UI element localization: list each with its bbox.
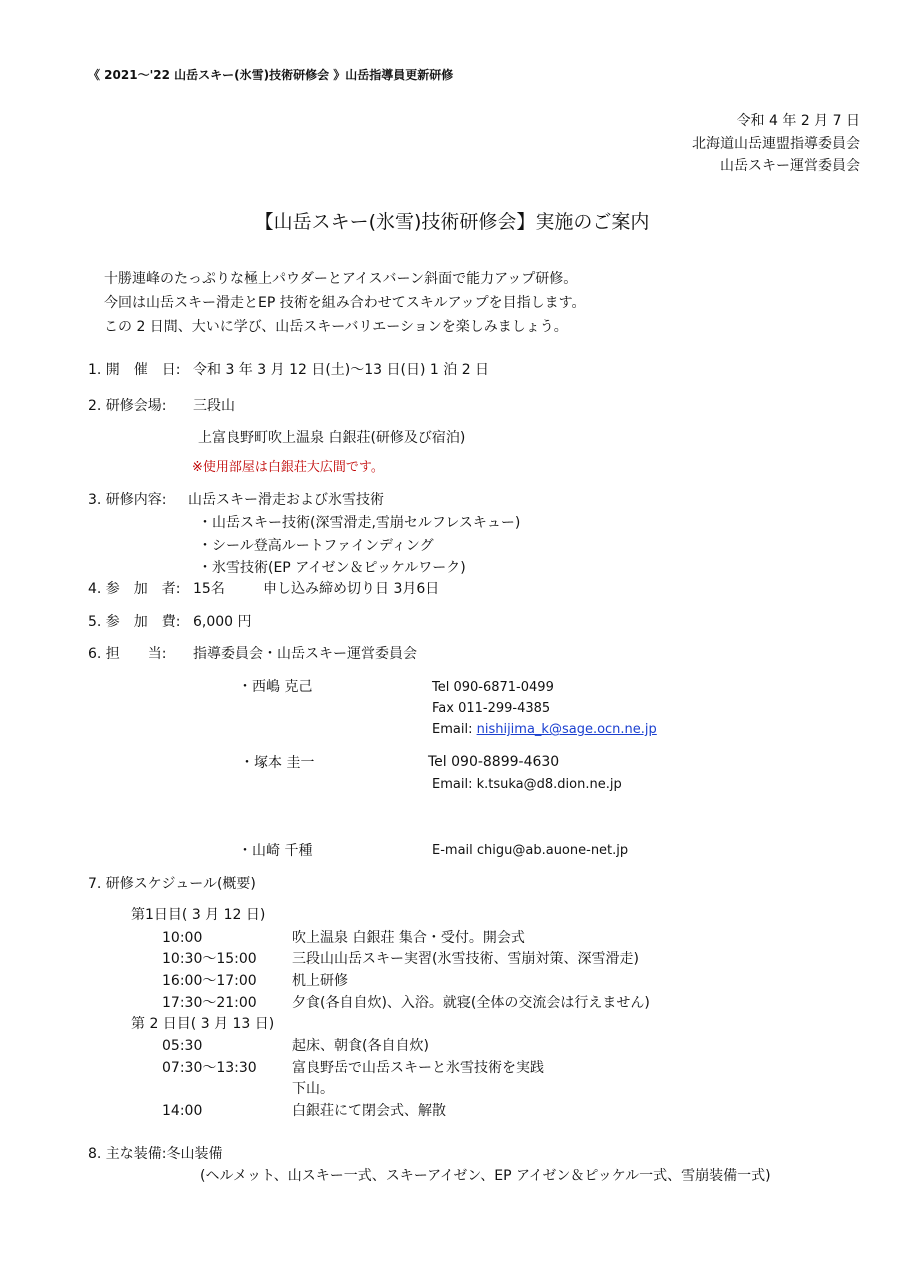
intro-line-1: 十勝連峰のたっぷりな極上パウダーとアイスバーン斜面で能力アップ研修。	[104, 271, 578, 287]
intro-line-3: この 2 日間、大いに学び、山岳スキーバリエーションを楽しみましょう。	[104, 319, 568, 335]
content-sub-2: ・シール登高ルートファインディング	[198, 538, 434, 554]
schedule-time: 17:30～21:00	[162, 995, 257, 1011]
contact-name-yamazaki: ・山崎 千種	[238, 843, 313, 859]
schedule-activity: 白銀荘にて閉会式、解散	[292, 1103, 446, 1119]
schedule-activity: 下山。	[292, 1081, 334, 1097]
schedule-label: 7. 研修スケジュール(概要)	[88, 876, 256, 892]
venue-note: ※使用部屋は白銀荘大広間です。	[192, 460, 384, 475]
content-label: 3. 研修内容:	[88, 492, 167, 508]
document-header: 《 2021～'22 山岳スキー(氷雪)技術研修会 》山岳指導員更新研修	[88, 68, 454, 82]
contact-value: 指導委員会・山岳スキー運営委員会	[193, 646, 417, 662]
contact-label: 6. 担 当:	[88, 646, 167, 662]
schedule-time: 05:30	[162, 1038, 203, 1054]
contact-name-nishijima: ・西嶋 克己	[238, 679, 313, 695]
contact-email-tsukamoto: Email: k.tsuka@d8.dion.ne.jp	[432, 777, 622, 792]
venue-label: 2. 研修会場:	[88, 398, 167, 414]
contact-tel-tsukamoto: Tel 090-8899-4630	[428, 754, 560, 770]
schedule-activity: 三段山山岳スキー実習(氷雪技術、雪崩対策、深雪滑走)	[292, 951, 639, 967]
date-value: 令和 3 年 3 月 12 日(土)～13 日(日) 1 泊 2 日	[193, 362, 490, 378]
fee-value: 6,000 円	[193, 614, 252, 630]
schedule-activity: 夕食(各自自炊)、入浴。就寝(全体の交流会は行えません)	[292, 995, 650, 1011]
contact-name-tsukamoto: ・塚本 圭一	[240, 755, 315, 771]
schedule-day2-title: 第 2 日目( 3 月 13 日)	[131, 1016, 275, 1032]
contact-email-nishijima-row	[432, 722, 657, 738]
schedule-activity: 富良野岳で山岳スキーと氷雪技術を実践	[292, 1060, 544, 1076]
schedule-time: 14:00	[162, 1103, 203, 1119]
schedule-activity: 机上研修	[292, 973, 348, 989]
schedule-time: 10:00	[162, 930, 203, 946]
contact-email-yamazaki: E-mail chigu@ab.auone-net.jp	[432, 843, 629, 858]
issue-date: 令和 4 年 2 月 7 日	[736, 113, 860, 129]
schedule-activity: 吹上温泉 白銀荘 集合・受付。開会式	[292, 930, 525, 946]
content-sub-1: ・山岳スキー技術(深雪滑走,雪崩セルフレスキュー)	[198, 515, 521, 531]
issuer-org-1: 北海道山岳連盟指導委員会	[692, 136, 860, 152]
content-value: 山岳スキー滑走および氷雪技術	[188, 492, 384, 508]
venue-value: 三段山	[193, 398, 235, 414]
participants-label: 4. 参 加 者:	[88, 581, 181, 597]
email-label: Email:	[432, 722, 477, 737]
equipment-label: 8. 主な装備:冬山装備	[88, 1146, 223, 1162]
schedule-time: 07:30～13:30	[162, 1060, 257, 1076]
content-sub-3: ・氷雪技術(EP アイゼン＆ピッケルワーク)	[198, 560, 466, 576]
fee-label: 5. 参 加 費:	[88, 614, 181, 630]
venue-lodging: 上富良野町吹上温泉 白銀荘(研修及び宿泊)	[198, 430, 466, 446]
document-title: 【山岳スキー(氷雪)技術研修会】実施のご案内	[254, 211, 650, 233]
equipment-detail: (ヘルメット、山スキー一式、スキーアイゼン、EP アイゼン＆ピッケル一式、雪崩装備一式)	[200, 1168, 771, 1184]
issuer-org-2: 山岳スキー運営委員会	[720, 158, 860, 174]
schedule-day1-title: 第1日目( 3 月 12 日)	[131, 907, 266, 923]
schedule-time: 16:00～17:00	[162, 973, 257, 989]
participants-deadline: 申し込み締め切り日 3月6日	[263, 581, 440, 597]
schedule-activity: 起床、朝食(各自自炊)	[292, 1038, 429, 1054]
email-link-nishijima[interactable]: nishijima_k@sage.ocn.ne.jp	[476, 722, 657, 737]
date-label: 1. 開 催 日:	[88, 362, 181, 378]
schedule-time: 10:30～15:00	[162, 951, 257, 967]
contact-tel-nishijima: Tel 090-6871-0499	[432, 680, 554, 695]
intro-line-2: 今回は山岳スキー滑走とEP 技術を組み合わせてスキルアップを目指します。	[104, 295, 586, 311]
contact-fax-nishijima: Fax 011-299-4385	[432, 701, 551, 716]
participants-value: 15名	[193, 581, 225, 597]
